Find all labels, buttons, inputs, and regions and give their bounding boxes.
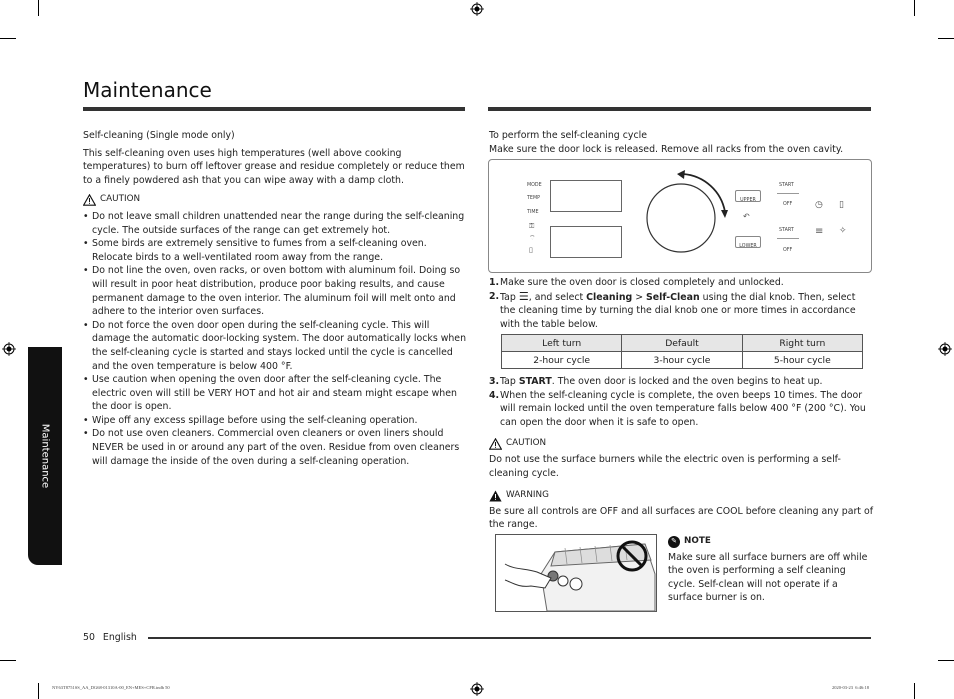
separator: > [635,291,644,303]
cleaning-term: Cleaning [586,291,633,303]
mode-label: MODE [527,183,542,188]
table-cell: 3-hour cycle [622,352,742,369]
left-column [83,129,467,468]
start-term: START [518,376,552,387]
list-item: • Do not use oven cleaners. Commercial oven cleaners or oven liners should NEVER be used in or around any part of the oven. Residue from oven cleaners will damage the inside of the oven during a self-cleaning operation. [83,427,467,468]
footer-page [83,631,137,645]
note-text: Make sure all surface burners are off while the oven is performing a self cleaning cycle. Self-clean will not operate if a surface burner is on. [668,551,868,604]
menu-icon[interactable]: ≡ [815,226,824,237]
step-2 [489,290,873,332]
step-1 [489,276,873,290]
oven-light-icon[interactable]: ▯ [839,200,844,210]
crop-mark [914,683,915,699]
warning-icon [489,490,502,502]
registration-mark-icon [2,342,16,356]
step-number: 3. [489,376,500,387]
cycle-table [501,334,863,369]
crop-mark [0,660,16,661]
steps-bottom [489,375,873,532]
file-info: NY63T8751SS_AA_DG68-01310A-00_EN+MES+CFR.indb 50 [52,685,170,690]
caution-list [83,210,467,468]
registration-mark-icon [470,682,484,696]
table-header: Default [622,335,742,352]
crop-mark [938,38,954,39]
time-label: TIME [527,210,539,215]
registration-mark-icon [938,342,952,356]
warning [489,489,873,503]
settings-icon[interactable]: ✧ [839,226,847,236]
step-text: Tap [500,376,516,387]
right-caution [489,437,873,451]
step-text: . The oven door is locked and the oven begins to heat up. [551,376,823,387]
crop-mark [38,683,39,699]
lower-button[interactable] [735,236,761,248]
list-item: • Do not leave small children unattended near the range during the self-cleaning cycle. The outside surfaces of the range can get extremely hot. [83,210,467,237]
lower-off-label[interactable]: OFF [783,248,793,253]
wifi-icon: ⌔ [529,234,536,242]
divider [777,193,799,194]
date-info: 2020-03-23 ︎ 6:46:18 [832,685,869,690]
lock-icon: ⚿ [529,222,535,230]
registration-mark-icon [470,2,484,16]
step-3 [489,375,873,389]
temp-label: TEMP [527,196,540,201]
procedure-intro: Make sure the door lock is released. Remove all racks from the oven cavity. [489,143,844,155]
table-header: Right turn [742,335,862,352]
footer-language: English [102,632,137,643]
list-item: • Do not force the oven door open during the self-cleaning cycle. This will damage the automatic door-locking system. The door automatically locks when the self-cleaning cycle is started and stays locked until the cycle is cancelled and the oven temperature is below 400 °F. [83,319,467,373]
dial-knob-icon [639,168,729,264]
divider [777,238,799,239]
upper-start-label[interactable]: START [779,183,794,188]
note-icon: ✎ [668,536,680,548]
list-item: • Some birds are extremely sensitive to fumes from a self-cleaning oven. Relocate birds to a well-ventilated room away from the range. [83,237,467,264]
warning-label: WARNING [506,490,549,501]
side-tab-label: Maintenance [39,423,51,489]
swap-icon: ↶ [743,212,750,221]
lower-start-label[interactable]: START [779,228,794,233]
crop-mark [914,0,915,16]
step-number: 1. [489,277,500,288]
table-cell: 5-hour cycle [742,352,862,369]
menu-icon: ☰ [518,289,529,303]
page-title: Maintenance [83,78,212,102]
upper-display [550,180,622,212]
table-cell: 2-hour cycle [502,352,622,369]
control-panel-illustration [488,159,872,273]
step-text: using the dial knob. Then, select the cleaning time by turning the dial knob one or more times in accordance with the table below. [500,291,856,330]
step-number: 4. [489,389,500,401]
footer-rule [148,637,871,639]
list-item: • Wipe off any excess spillage before using the self-cleaning operation. [83,414,467,428]
note-label: NOTE [684,536,711,546]
timer-icon[interactable]: ◷ [815,200,823,210]
caution-label: CAUTION [506,438,547,449]
note [668,535,874,605]
side-tab [28,347,62,565]
crop-mark [38,0,39,16]
step-text: Tap [500,291,516,303]
step-number: 2. [489,290,500,302]
self-clean-term: Self-Clean [646,291,700,303]
right-rule [488,107,871,111]
right-header [489,129,873,156]
list-item: • Do not line the oven, oven racks, or oven bottom with aluminum foil. Doing so will result in poor heat distribution, produce poor baking results, and cause permanent damage to the oven interior. The aluminum foil will melt onto and adhere to the interior oven surfaces. [83,264,467,318]
step-text: Make sure the oven door is closed completely and unlocked. [500,277,784,288]
left-rule [83,107,465,111]
table-header: Left turn [502,335,622,352]
caution-icon [83,194,96,206]
left-caution [83,193,467,207]
page-number: 50 [83,632,95,643]
step-4 [489,389,873,430]
self-cleaning-intro: This self-cleaning oven uses high temperatures (well above cooking temperatures) to burn off leftover grease and residue completely or reduce them to a finely powdered ash that you can wipe away with a damp cloth. [83,147,465,186]
note-header [668,535,874,549]
self-cleaning-heading: Self-cleaning (Single mode only) [83,130,235,141]
caution-text: Do not use the surface burners while the electric oven is performing a self-cleaning cycle. [489,453,841,479]
steps-top [489,276,873,331]
lower-label: LOWER [739,244,757,249]
crop-mark [938,660,954,661]
upper-off-label[interactable]: OFF [783,202,793,207]
step-text: When the self-cleaning cycle is complete, the oven beeps 10 times. The door will remain locked until the oven temperature falls below 400 °F (200 °C). You can open the door when it is safe to open. [500,389,866,428]
crop-mark [0,38,16,39]
list-item: • Use caution when opening the oven door after the self-cleaning cycle. The electric oven will still be VERY HOT and hot air and steam might escape when the door is open. [83,373,467,414]
caution-icon [489,438,502,450]
range-illustration [495,534,657,612]
upper-button[interactable] [735,190,761,202]
lower-display [550,226,622,258]
step-text: , and select [528,291,584,303]
procedure-heading: To perform the self-cleaning cycle [489,130,647,141]
upper-label: UPPER [740,198,756,203]
light-icon: ▯ [529,246,533,254]
warning-text: Be sure all controls are OFF and all surfaces are COOL before cleaning any part of the range. [489,505,873,531]
caution-label: CAUTION [100,194,141,205]
